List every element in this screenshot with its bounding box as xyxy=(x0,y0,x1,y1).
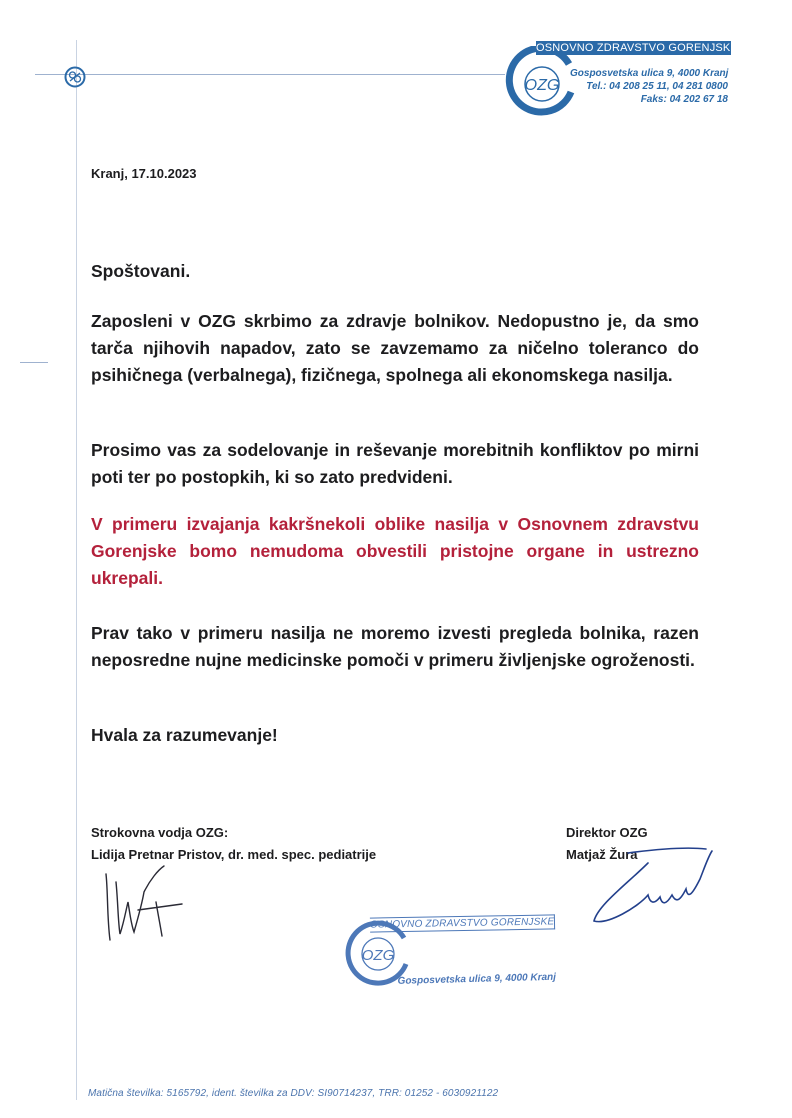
paragraph-examination-refusal: Prav tako v primeru nasilja ne moremo izvesti pregleda bolnika, razen neposredne nujne medicinske pomoči v primeru življenjske ogroženosti. xyxy=(91,623,699,670)
signature-block-medical-lead xyxy=(91,822,376,866)
letter-date: Kranj, 17.10.2023 xyxy=(91,166,197,181)
director-name: Matjaž Žura xyxy=(566,847,638,862)
small-ozg-logo-icon xyxy=(64,66,86,88)
org-contact-block xyxy=(570,67,728,106)
salutation: Spoštovani. xyxy=(91,261,191,281)
paragraph-zero-tolerance: Zaposleni v OZG skrbimo za zdravje bolnikov. Nedopustno je, da smo tarča njihovih napadov, zato se zavzemamo za ničelno toleranco do psihičnega (verbalnega), fizičnega, spolnega ali ekonomskega nasilja. xyxy=(91,311,699,385)
paragraph-warning-highlight: V primeru izvajanja kakršnekoli oblike nasilja v Osnovnem zdravstvu Gorenjske bomo nemudoma obvestili pristojne organe in ustrezno ukrepali. xyxy=(91,514,699,588)
margin-vertical-line xyxy=(76,40,77,1100)
director-title: Direktor OZG xyxy=(566,825,648,840)
medical-lead-name: Lidija Pretnar Pristov, dr. med. spec. pediatrije xyxy=(91,847,377,862)
ozg-logo-icon xyxy=(503,46,575,118)
official-stamp xyxy=(340,908,560,998)
medical-lead-title: Strokovna vodja OZG: xyxy=(91,825,229,840)
handwritten-signature-left-icon xyxy=(98,862,186,948)
stamp-org-name: OSNOVNO ZDRAVSTVO GORENJSKE xyxy=(370,914,555,932)
footer-registration-info: Matična številka: 5165792, ident. številka za DDV: SI90714237, TRR: 01252 - 6030921122 xyxy=(88,1088,499,1099)
letterhead-rule xyxy=(35,74,505,75)
stamp-logo-letters: OZG xyxy=(361,947,395,964)
handwritten-signature-right-icon xyxy=(588,845,728,931)
closing-line: Hvala za razumevanje! xyxy=(91,725,278,745)
org-name-banner: OSNOVNO ZDRAVSTVO GORENJSKE xyxy=(536,42,739,54)
org-address: Gosposvetska ulica 9, 4000 Kranj xyxy=(570,68,729,79)
fold-mark xyxy=(20,362,48,363)
org-fax: Faks: 04 202 67 18 xyxy=(640,94,728,105)
paragraph-cooperation: Prosimo vas za sodelovanje in reševanje morebitnih konfliktov po mirni poti ter po postopkih, ki so zato predvideni. xyxy=(91,440,699,487)
logo-letters: OZG xyxy=(524,77,560,94)
stamp-address: Gosposvetska ulica 9, 4000 Kranj xyxy=(397,971,557,987)
org-phone: Tel.: 04 208 25 11, 04 281 0800 xyxy=(586,81,728,92)
